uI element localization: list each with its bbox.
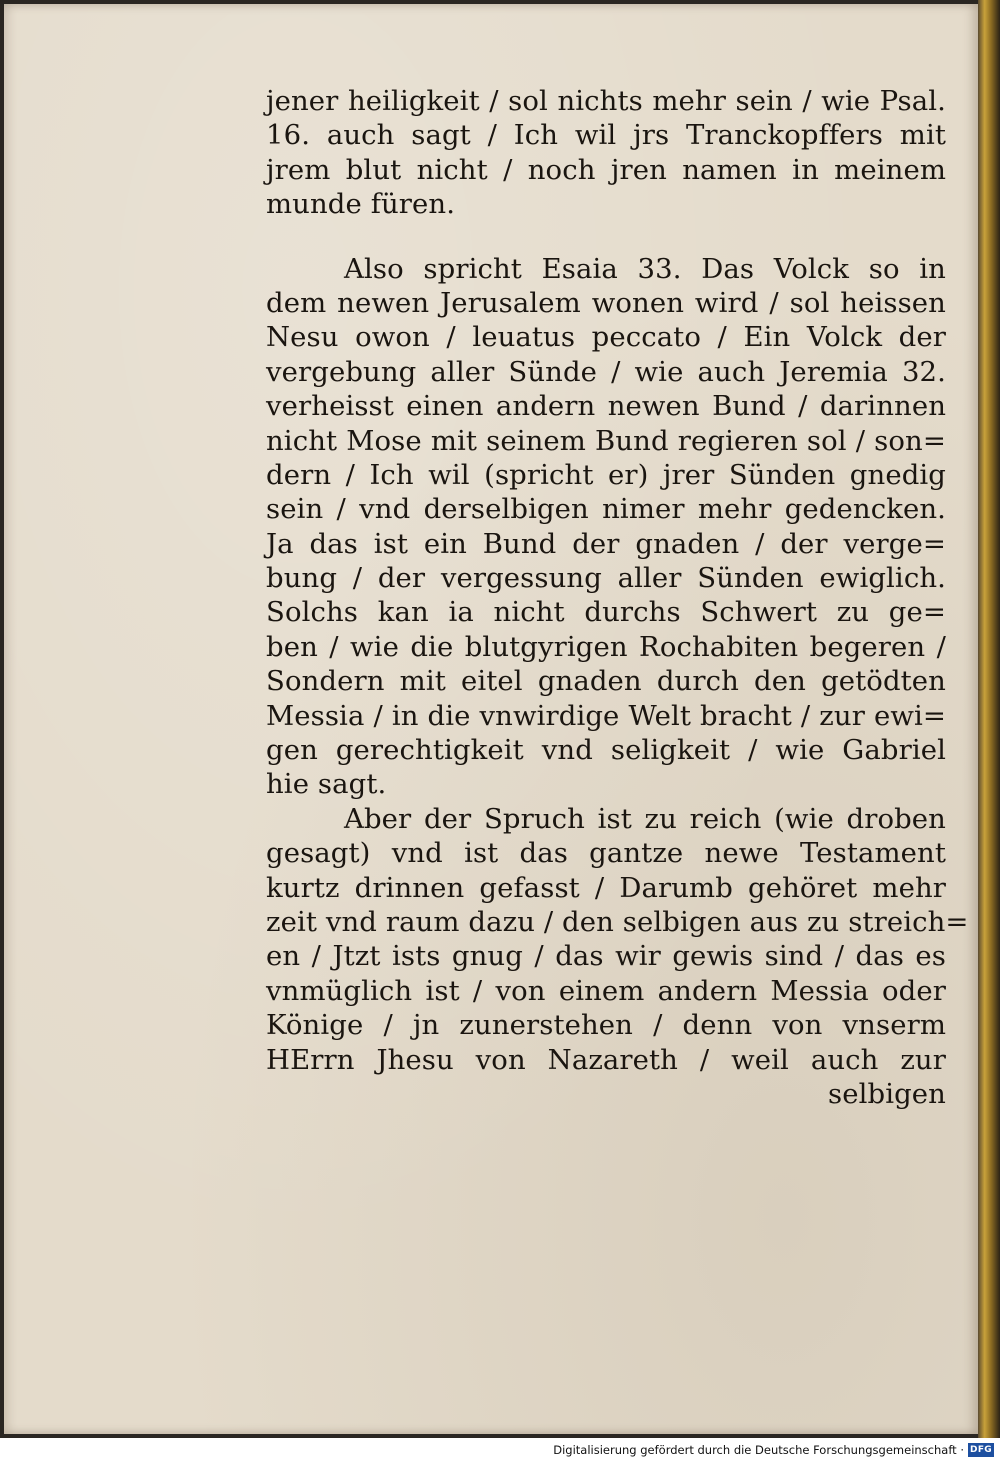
text-line: Könige / jn zunerstehen / denn von vnserm [266, 1009, 946, 1042]
text-line: bung / der vergessung aller Sünden ewiglich. [266, 562, 946, 595]
text-line: munde füren. [266, 188, 456, 221]
text-line: ben / wie die blutgyrigen Rochabiten begeren / [266, 630, 946, 663]
text-line: Aber der Spruch ist zu reich (wie droben [344, 802, 946, 835]
text-line: en / Jtzt ists gnug / das wir gewis sind / das es [266, 940, 946, 973]
text-line: nicht Mose mit seinem Bund regieren sol / son= [266, 424, 946, 457]
funding-note: Digitalisierung gefördert durch die Deutsche Forschungsgemeinschaft · [553, 1443, 964, 1457]
text-line: HErrn Jhesu von Nazareth / weil auch zur [266, 1043, 946, 1076]
text-line: gen gerechtigkeit vnd seligkeit / wie Gabriel [266, 734, 946, 767]
text-line: kurtz drinnen gefasst / Darumb gehöret mehr [266, 871, 946, 904]
text-line: jener heiligkeit / sol nichts mehr sein / wie Psal. [266, 85, 946, 117]
text-line: dem newen Jerusalem wonen wird / sol heissen [266, 286, 946, 319]
text-line: 16. auch sagt / Ich wil jrs Tranckopffers mit [266, 119, 946, 152]
text-line: zeit vnd raum dazu / den selbigen aus zu streich= [266, 905, 969, 938]
text-line: vergebung aller Sünde / wie auch Jeremia 32. [266, 355, 946, 388]
text-line: Solchs kan ia nicht durchs Schwert zu ge= [266, 596, 946, 629]
catchword: selbigen [828, 1077, 946, 1110]
text-line: verheisst einen andern newen Bund / darinnen [266, 390, 946, 423]
text-line: hie sagt. [266, 768, 387, 801]
text-line: Sondern mit eitel gnaden durch den getödten [266, 665, 946, 698]
text-line: Nesu owon / leuatus peccato / Ein Volck der [266, 321, 946, 354]
book-edge [978, 0, 1000, 1438]
paragraph-gap [266, 222, 946, 252]
text-line: gesagt) vnd ist das gantze newe Testament [266, 837, 946, 870]
text-line: vnmüglich ist / von einem andern Messia oder [266, 974, 946, 1007]
dfg-logo: DFG [968, 1443, 994, 1457]
text-line: Messia / in die vnwirdige Welt bracht / zur ewi= [266, 699, 946, 732]
paper-page [4, 4, 979, 1434]
page-text [266, 84, 969, 1111]
footer-bar [0, 1438, 1000, 1464]
text-line: jrem blut nicht / noch jren namen in meinem [266, 153, 946, 186]
text-line: Ja das ist ein Bund der gnaden / der verge= [266, 527, 946, 560]
text-line: Also spricht Esaia 33. Das Volck so in [344, 252, 946, 285]
text-line: sein / vnd derselbigen nimer mehr gedencken. [266, 493, 946, 526]
text-line: dern / Ich wil (spricht er) jrer Sünden gnedig [266, 458, 946, 491]
